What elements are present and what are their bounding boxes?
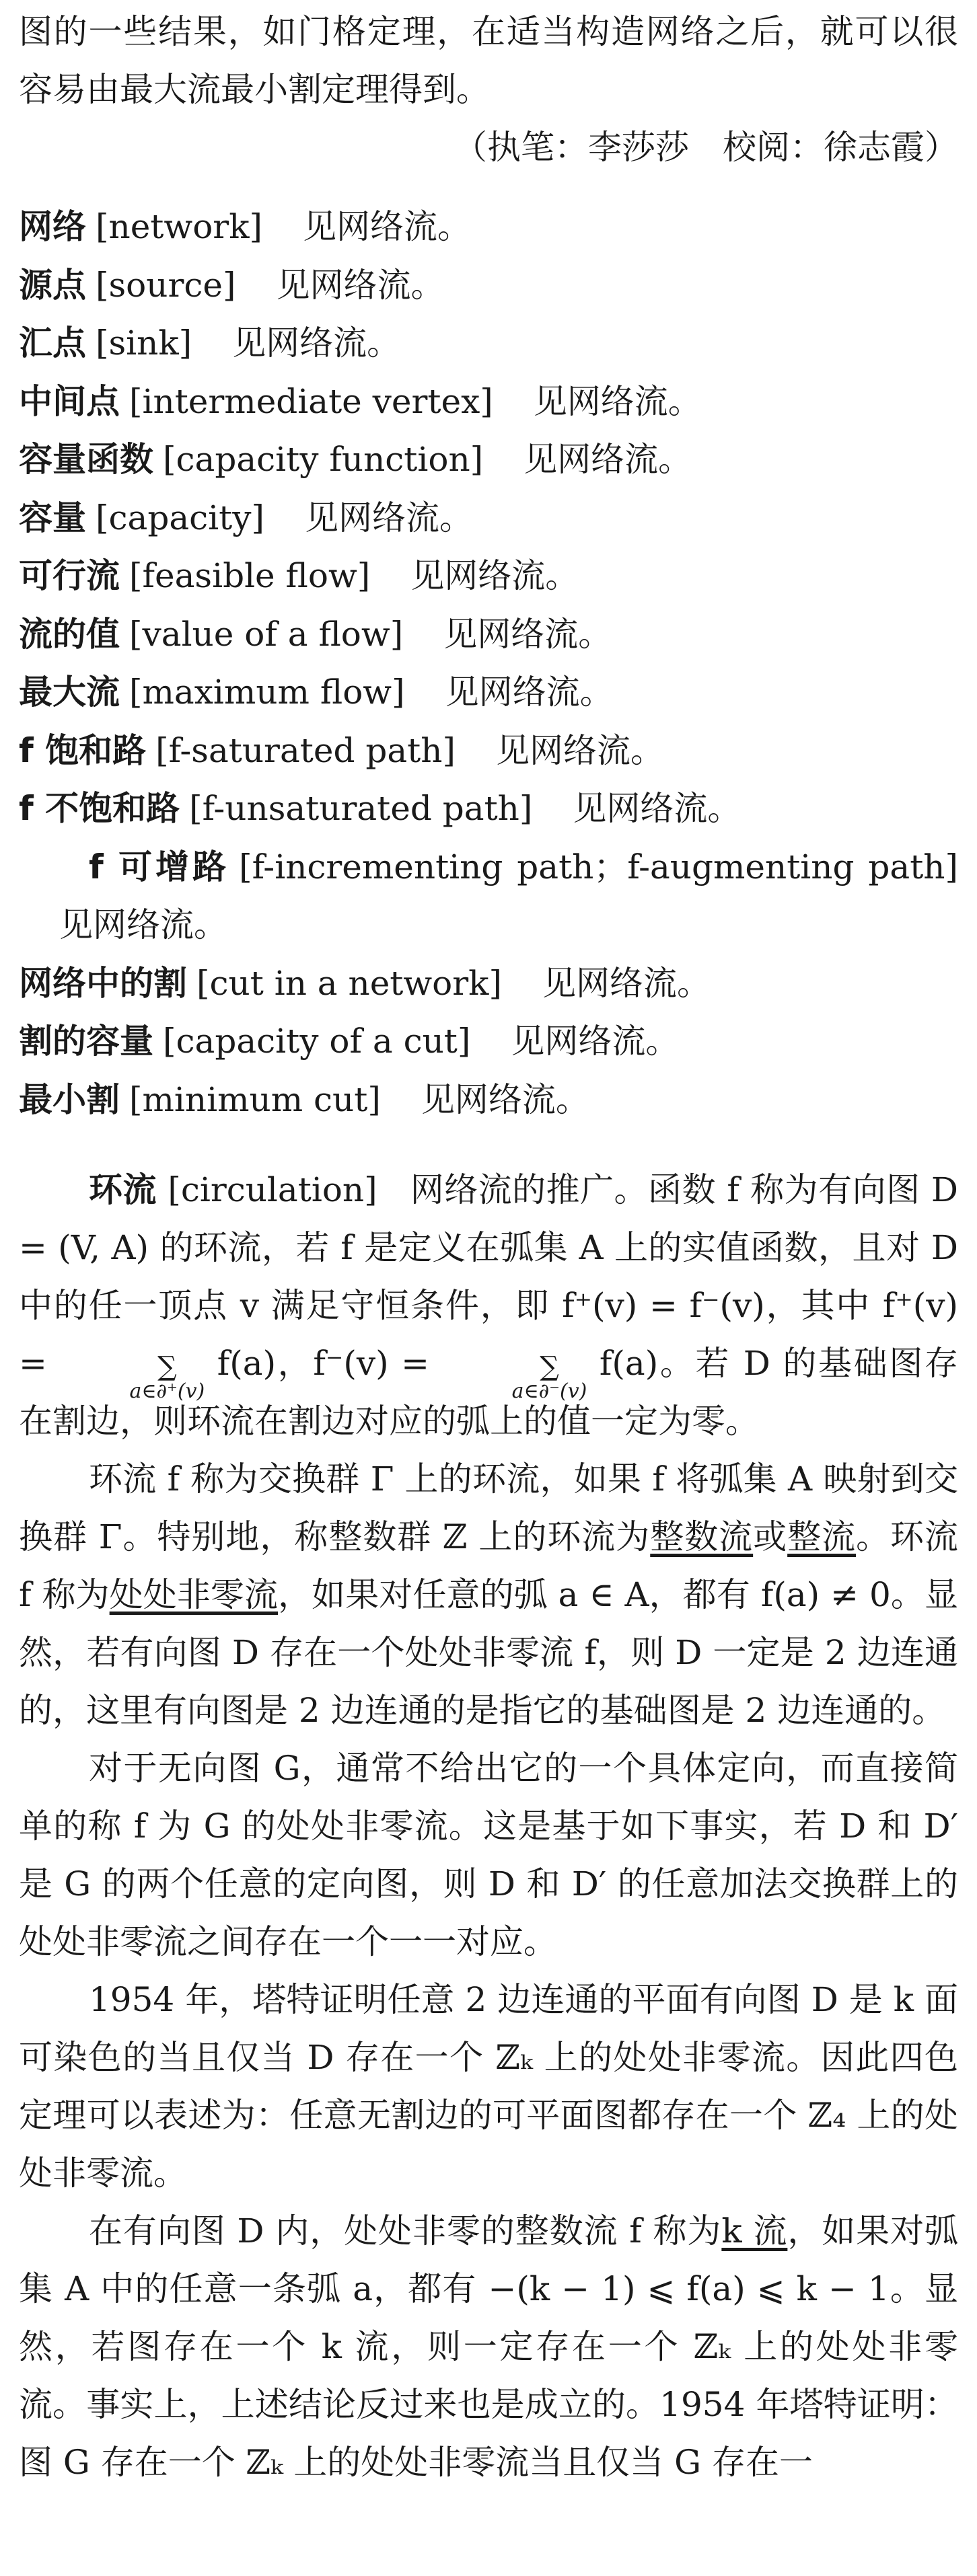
entry-see: 见网络流。 <box>421 1079 589 1119</box>
entry-minimum-cut <box>19 1071 958 1129</box>
entry-term: f 不饱和路 <box>19 789 180 828</box>
paragraph-text: ，如果对弧集 A 中的任意一条弧 a，都有 −(k − 1) ⩽ f(a) ⩽ k − 1。显然，若图存在一个 k 流，则一定存在一个 ℤₖ 上的处处非零流。事实上，上述结论反过来也是成立的。1954 年塔特证明：图 G 存在一个 ℤₖ 上的处处非零流当且仅当 G 存在一 <box>19 2211 958 2482</box>
entry-see: 见网络流。 <box>533 381 702 421</box>
paragraph-tutte-1954: 1954 年，塔特证明任意 2 边连通的平面有向图 D 是 k 面可染色的当且仅当 D 存在一个 ℤₖ 上的处处非零流。因此四色定理可以表述为：任意无割边的可平面图都存在一个 ℤ₄ 上的处处非零流。 <box>19 1980 958 2193</box>
circulation-definition <box>19 1161 958 1450</box>
entry-english: [feasible flow] <box>129 556 371 595</box>
entry-english: [f-incrementing path；f-augmenting path] <box>239 847 958 886</box>
circulation-text-3: f(a)。若 D 的基础图存在割边，则环流在割边对应的弧上的值一定为零。 <box>19 1344 958 1441</box>
paragraph-text: 环流 f 称为交换群 Γ 上的环流，如果 f 将弧集 A 映射到交换群 Γ。特别地，称整数群 ℤ 上的环流为 <box>19 1460 958 1556</box>
paragraph-text: 。环流 f 称为 <box>19 1517 958 1614</box>
paragraph-text: 在有向图 D 内，处处非零的整数流 f 称为 <box>89 2211 722 2250</box>
entry-see: 见网络流。 <box>542 963 711 1003</box>
entry-network <box>19 198 958 256</box>
entry-intermediate-vertex <box>19 373 958 431</box>
entry-see: 见网络流。 <box>276 265 445 305</box>
sigma-glyph: ∑ <box>157 1351 177 1382</box>
entry-english: [intermediate vertex] <box>129 381 493 421</box>
entry-term: 流的值 <box>19 614 120 654</box>
entry-see: 见网络流。 <box>303 207 471 246</box>
entry-value-of-flow <box>19 605 958 664</box>
paragraph-abelian-group <box>19 1450 958 1739</box>
entry-term: f 可增路 <box>89 847 230 886</box>
paragraph-text: 或 <box>753 1517 788 1556</box>
entry-term: 源点 <box>19 265 86 305</box>
entry-sink <box>19 314 958 373</box>
entry-list <box>19 198 958 1129</box>
entry-english: [maximum flow] <box>129 673 405 712</box>
entry-see: 见网络流。 <box>445 673 614 712</box>
term-integral-flow: 整流 <box>787 1517 857 1556</box>
byline: （执笔：李莎莎 校阅：徐志霞） <box>454 128 958 167</box>
entry-source <box>19 256 958 315</box>
circulation-english: [circulation] <box>168 1170 377 1209</box>
entry-english: [capacity function] <box>163 440 484 479</box>
entry-english: [capacity] <box>96 498 264 537</box>
entry-see: 见网络流。 <box>59 905 227 944</box>
paragraph-undirected: 对于无向图 G，通常不给出它的一个具体定向，而直接简单的称 f 为 G 的处处非零流。这是基于如下事实，若 D 和 D′ 是 G 的两个任意的定向图，则 D 和 D′ 的任意加法交换群上的处处非零流之间存在一个一一对应。 <box>19 1749 958 1961</box>
entry-maximum-flow <box>19 663 958 722</box>
entry-english: [network] <box>96 207 262 246</box>
entry-see: 见网络流。 <box>232 324 401 363</box>
entry-term: 割的容量 <box>19 1022 153 1061</box>
entry-cut-in-network <box>19 954 958 1013</box>
term-integer-flow: 整数流 <box>650 1517 754 1556</box>
entry-english: [f-unsaturated path] <box>189 789 533 828</box>
entry-term: f 饱和路 <box>19 730 147 770</box>
entry-english: [capacity of a cut] <box>163 1022 471 1061</box>
entry-f-unsaturated-path <box>19 780 958 838</box>
entry-term: 容量函数 <box>19 440 153 479</box>
entry-english: [value of a flow] <box>129 614 404 654</box>
entry-see: 见网络流。 <box>304 498 473 537</box>
entry-feasible-flow <box>19 547 958 605</box>
entry-term: 中间点 <box>19 381 120 421</box>
entry-english: [source] <box>96 265 236 305</box>
entry-see: 见网络流。 <box>511 1022 680 1061</box>
entry-f-incrementing-path <box>19 838 958 954</box>
entry-english: [cut in a network] <box>196 963 502 1003</box>
entry-term: 最小割 <box>19 1079 120 1119</box>
entry-term: 可行流 <box>19 556 120 595</box>
entry-english: [sink] <box>96 324 192 363</box>
entry-see: 见网络流。 <box>573 789 741 828</box>
paragraph-k-flow <box>19 2202 958 2491</box>
entry-capacity-function <box>19 430 958 489</box>
sigma-glyph: ∑ <box>540 1351 559 1382</box>
entry-english: [f-saturated path] <box>155 730 456 770</box>
entry-capacity-of-cut <box>19 1012 958 1071</box>
entry-capacity <box>19 489 958 547</box>
term-k-flow: k 流 <box>721 2211 788 2250</box>
entry-see: 见网络流。 <box>495 730 664 770</box>
entry-see: 见网络流。 <box>523 440 692 479</box>
circulation-text-1: 网络流的推广。函数 f 称为有向图 D = (V, A) 的环流，若 f 是定义在弧集 A 上的实值函数，且对 D 中的任一顶点 v 满足守恒条件，即 f⁺(v) = f⁻(v)，其中 f⁺(v) = <box>19 1170 958 1383</box>
entry-see: 见网络流。 <box>410 556 579 595</box>
entry-term: 网络 <box>19 207 86 246</box>
entry-see: 见网络流。 <box>443 614 612 654</box>
entry-term: 汇点 <box>19 324 86 363</box>
circulation-text-2: f(a)，f⁻(v) = <box>205 1344 442 1383</box>
entry-f-saturated-path <box>19 722 958 780</box>
summation-subscript: a∈∂⁺(v) <box>129 1379 205 1403</box>
term-nowhere-zero-flow: 处处非零流 <box>109 1575 279 1614</box>
entry-english: [minimum cut] <box>129 1079 381 1119</box>
summation-symbol <box>59 1353 205 1403</box>
paragraph-text: ，如果对任意的弧 a ∈ A，都有 f(a) ≠ 0。显然，若有向图 D 存在一个处处非零流 f，则 D 一定是 2 边连通的，这里有向图是 2 边连通的是指它的基础图是 2 边连通的。 <box>19 1575 959 1730</box>
intro-paragraph: 图的一些结果，如门格定理，在适当构造网络之后，就可以很容易由最大流最小割定理得到。 <box>19 12 958 109</box>
entry-term: 网络中的割 <box>19 963 187 1003</box>
entry-term: 最大流 <box>19 673 120 712</box>
summation-subscript: a∈∂⁻(v) <box>511 1379 587 1403</box>
entry-term: 容量 <box>19 498 86 537</box>
summation-symbol <box>442 1353 587 1403</box>
circulation-term: 环流 <box>89 1170 157 1209</box>
